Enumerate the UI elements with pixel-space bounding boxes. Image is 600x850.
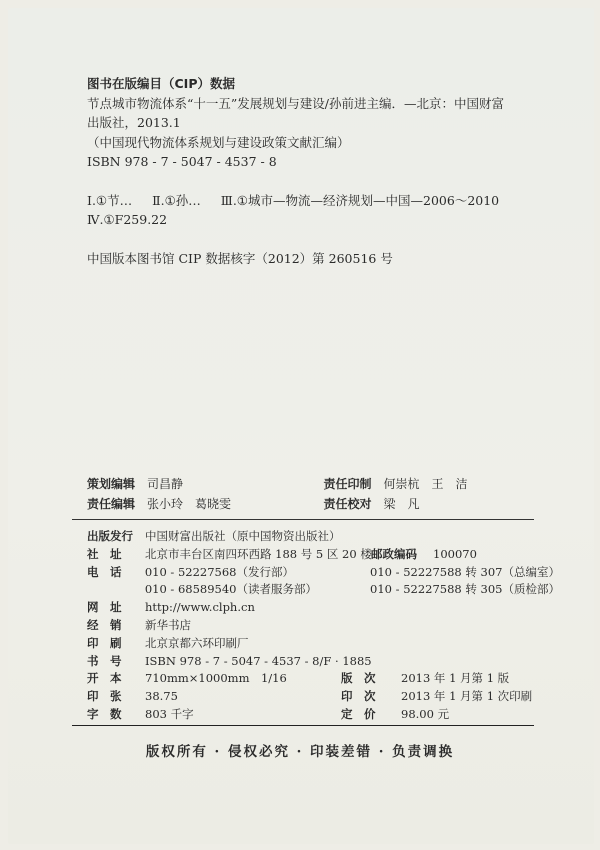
divider-bottom	[72, 725, 534, 726]
book-number-value: ISBN 978 - 7 - 5047 - 4537 - 8/F · 1885	[145, 653, 372, 668]
edition-label: 版 次	[341, 671, 376, 686]
cip-class-1: Ⅰ.①节…	[87, 192, 133, 208]
website-label: 网 址	[87, 600, 122, 615]
copyright-notice: 版权所有 · 侵权必究 · 印装差错 · 负责调换	[145, 744, 455, 760]
printer-value: 北京京都六环印刷厂	[145, 635, 249, 650]
zip-label: 邮政编码	[371, 546, 417, 561]
phone-reader-service: 010 - 68589540（读者服务部）	[144, 582, 317, 597]
divider-top	[72, 519, 534, 520]
proofreader-name: 梁 凡	[383, 497, 420, 511]
planner-label: 策划编辑	[87, 477, 136, 491]
impression-label: 印 次	[341, 689, 376, 704]
word-count-value: 803 千字	[145, 706, 194, 721]
address-value: 北京市丰台区南四环西路 188 号 5 区 20 楼	[145, 546, 372, 561]
proofreader-label: 责任校对	[323, 497, 372, 511]
phone-quality: 010 - 52227588 转 305（质检部）	[370, 582, 560, 597]
cip-class-4: Ⅳ.①F259.22	[87, 212, 168, 227]
price-label: 定 价	[341, 706, 376, 721]
edition-value: 2013 年 1 月第 1 版	[401, 671, 510, 686]
publisher-name: 中国财富出版社（原中国物资出版社）	[145, 529, 341, 543]
publication-info	[87, 528, 560, 724]
book-number-label: 书 号	[87, 653, 122, 668]
print-manager-name: 何崇杭 王 洁	[383, 477, 468, 491]
cip-publisher-line: 出版社，2013.1	[87, 115, 181, 130]
cip-class-2: Ⅱ.①孙…	[152, 192, 201, 208]
distributor-value: 新华书店	[145, 617, 191, 632]
phone-label: 电 话	[87, 564, 122, 579]
print-manager-label: 责任印制	[323, 477, 372, 491]
cip-title-line: 节点城市物流体系“十一五”发展规划与建设/孙前进主编．—北京：中国财富	[87, 95, 504, 111]
sheets-label: 印 张	[87, 689, 122, 704]
cip-isbn: ISBN 978 - 7 - 5047 - 4537 - 8	[87, 154, 277, 169]
publisher-label: 出版发行	[87, 529, 133, 543]
website-value: http://www.clph.cn	[145, 600, 255, 615]
cip-block	[87, 74, 560, 268]
editor-label: 责任编辑	[87, 497, 136, 511]
printer-label: 印 刷	[87, 635, 122, 650]
cip-class-3: Ⅲ.①城市—物流—经济规划—中国—2006～2010	[220, 192, 500, 208]
impression-value: 2013 年 1 月第 1 次印刷	[401, 689, 533, 704]
distributor-label: 经 销	[87, 617, 122, 632]
zip-value: 100070	[433, 546, 477, 561]
phone-sales: 010 - 52227568（发行部）	[144, 564, 294, 579]
address-label: 社 址	[87, 546, 122, 561]
cip-classification	[87, 191, 560, 211]
format-value: 710mm×1000mm 1/16	[145, 671, 287, 686]
phone-editorial: 010 - 52227588 转 307（总编室）	[370, 564, 560, 579]
word-count-label: 字 数	[87, 706, 122, 721]
staff-block	[87, 474, 560, 514]
cip-number: 中国版本图书馆 CIP 数据核字（2012）第 260516 号	[87, 250, 393, 266]
editor-name: 张小玲 葛晓雯	[147, 497, 232, 511]
sheets-value: 38.75	[145, 689, 178, 704]
cip-heading: 图书在版编目（CIP）数据	[87, 76, 235, 91]
cip-series-line: （中国现代物流体系规划与建设政策文献汇编）	[87, 134, 350, 150]
price-value: 98.00 元	[401, 706, 450, 721]
planner-name: 司昌静	[147, 477, 184, 491]
format-label: 开 本	[87, 671, 122, 686]
